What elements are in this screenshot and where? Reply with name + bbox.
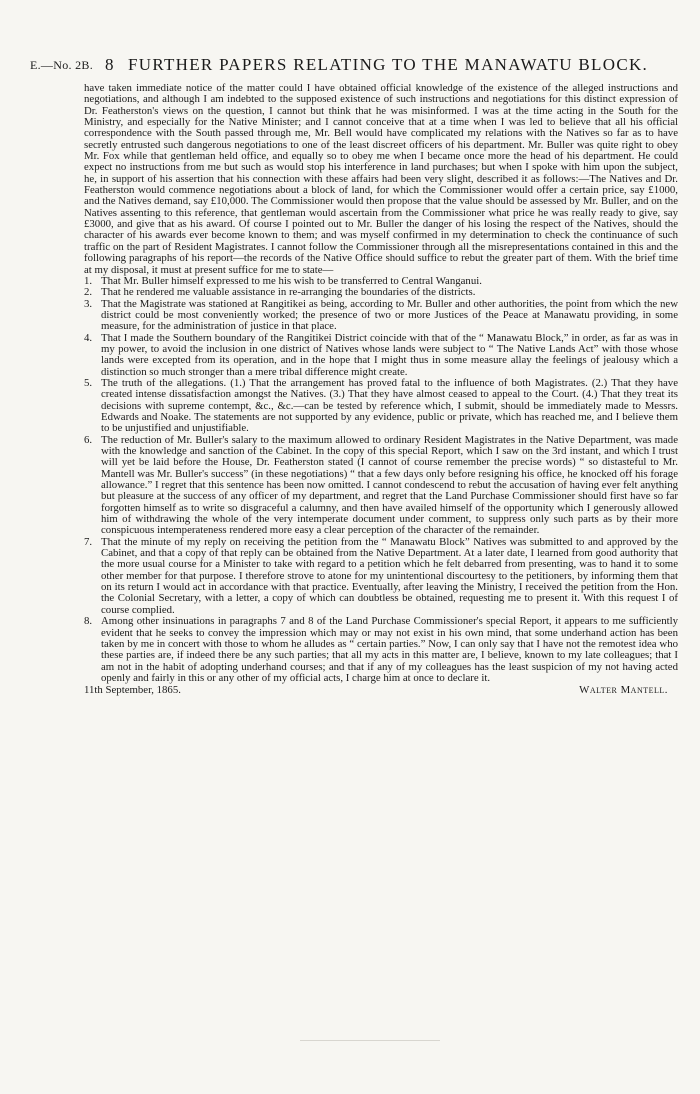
item-number: 8. [84,615,93,628]
page-title: FURTHER PAPERS RELATING TO THE MANAWATU BLOCK. [128,55,649,74]
list-item [84,378,678,435]
item-text: That Mr. Buller himself expressed to me his wish to be transferred to Central Wanganui. [101,274,482,287]
list-item [84,616,678,684]
page-header [30,55,680,75]
item-number: 3. [84,297,93,310]
numbered-list [84,276,678,684]
document-body [84,83,678,697]
document-reference: E.—No. 2B. [30,58,93,72]
list-item [84,435,678,537]
item-number: 4. [84,331,93,344]
item-text: That I made the Southern boundary of the Rangitikei District coincide with that of the “ Manawatu Block,” in order, as far as was in my power, to avoid the inclusion in one district of Natives whose lands were subject to “ The Native Lands Act” with those whose lands were excepted from its operation, and in the hope that I might thus in some measure allay the feelings of jealousy which a distinction so much stronger than a mere tribal difference might create. [101,331,678,378]
list-item [84,299,678,333]
item-number: 5. [84,376,93,389]
signature: Walter Mantell. [579,684,668,697]
item-text: That the Magistrate was stationed at Rangitikei as being, according to Mr. Buller and other authorities, the point from which the new district could be most conveniently worked; the presence of two or more Justices of the Peace at Manawatu providing, in some measure, for the administration of justice in that place. [101,297,678,333]
item-text: Among other insinuations in paragraphs 7 and 8 of the Land Purchase Commissioner's special Report, it appears to me sufficiently evident that he seeks to convey the impression which may or may not exist in his own mind, that some underhand action has been taken by me in concert with those to whom he alludes as “ certain parties.” Now, I can only say that I have not the remotest idea who these parties are, if indeed there be any such parties; that all my acts in this matter are, I believe, known to my late colleagues; that I am not in the habit of adopting underhand courses; and that if any of my colleagues has the least suspicion of my not having acted openly and fairly in this or any other of my official acts, I charge him at once to declare it. [101,615,678,684]
item-number: 7. [84,535,93,548]
item-number: 2. [84,286,93,299]
closing-row [84,685,678,697]
list-item [84,537,678,616]
item-text: The truth of the allegations. (1.) That the arrangement has proved fatal to the influence of both Magistrates. (2.) That they have created intense dissatisfaction amongst the Natives. (3.) That they have almost ceased to appeal to the Court. (4.) That they treat its decisions with supreme contempt, &c., &c.—can be tested by reference which, I submit, should be immediately made to Messrs. Edwards and Noake. The statements are not supported by any evidence, public or private, which has reached me, and I believe them to be unjustified and unjustifiable. [101,376,678,435]
letter-date: 11th September, 1865. [84,684,181,697]
bottom-divider [300,1040,440,1041]
intro-paragraph: have taken immediate notice of the matter could I have obtained official knowledge of the existence of the alleged instructions and negotiations, and although I am indebted to the supposed existence of such instructions and negotiations for this distinct expression of Dr. Featherston's views on the question, I cannot but think that he was misinformed. I was at the time acting in the South for the Ministry, and especially for the Native Minister; and I cannot conceive that at a time when I was led to believe that all his official correspondence with the South passed through me, Mr. Bell would have complicated my relations with the Natives so far as to have secretly entrusted such dangerous negotiations to one of the least discreet officers of his department. Mr. Buller was quite right to obey Mr. Fox while that gentleman held office, and equally so to obey me when I became once more the head of his department. He could expect no instructions from me but such as would stop his interference in land purchases; but when I spoke with him upon the subject, he, in support of his assertion that his connection with these affairs had been very slight, described it as follows:—The Natives and Dr. Featherston would commence negotiations about a block of land, for which the Commissioner would offer a certain price, say £1000, and the Natives demand, say £10,000. The Commissioner would then propose that the value should be assessed by Mr. Buller, and on the Natives assenting to this reference, that gentleman would ascertain from the Commissioner what price he was really ready to give, say £3000, and give that as his award. Of course I pointed out to Mr. Buller the danger of his losing the respect of the Natives, should the character of his awards ever become known to them; and was myself confirmed in my determination to check the continuance of such traffic on the part of Resident Magistrates. I cannot follow the Commissioner through all the misrepresentations contained in this and the following paragraphs of his report—the records of the Native Office should suffice to rebut the greater part of them. With the brief time at my disposal, it must at present suffice for me to state— [84,82,678,276]
page-number: 8 [105,55,114,74]
item-text: The reduction of Mr. Buller's salary to the maximum allowed to ordinary Resident Magistrates in the Native Department, was made with the knowledge and sanction of the Cabinet. In the copy of this special Report, which I saw on the 3rd instant, and which I trust will yet be laid before the House, Dr. Featherston stated (I cannot of course remember the precise words) “ so distasteful to Mr. Mantell was Mr. Buller's success” (in these negotiations) “ that a few days only before resigning his office, he knocked off his forage allowance.” I regret that this sentence has been now omitted. I cannot condescend to rebut the accusation of having ever felt anything but pleasure at the success of any officer of my department, and regret that the Land Purchase Commissioner should first have so far forgotten himself as to write so disgraceful a calumny, and then have availed himself of the opportunity which I generously allowed him of withdrawing the whole of the very intemperate document under comment, to suppress only such parts as by their more conspicuous intemperateness rendered more easy a clear perception of the character of the remainder. [101,433,678,537]
item-number: 6. [84,433,93,446]
item-number: 1. [84,274,93,287]
list-item [84,333,678,378]
item-text: That the minute of my reply on receiving the petition from the “ Manawatu Block” Natives was submitted to and approved by the Cabinet, and that a copy of that reply can be obtained from the Native Department. At a later date, I learned from good authority that the more usual course for a Minister to take with regard to a petition which he felt debarred from presenting, was to hand it to some other member for that purpose. I therefore strove to atone for my unintentional discourtesy to the petitioners, by informing them that on its return I would act in accordance with that practice. Eventually, after leaving the Ministry, I received the petition from the Hon. the Colonial Secretary, with a letter, a copy of which can doubtless be obtained, requesting me to present it. With this request I of course complied. [101,535,678,616]
item-text: That he rendered me valuable assistance in re-arranging the boundaries of the districts. [101,286,476,299]
